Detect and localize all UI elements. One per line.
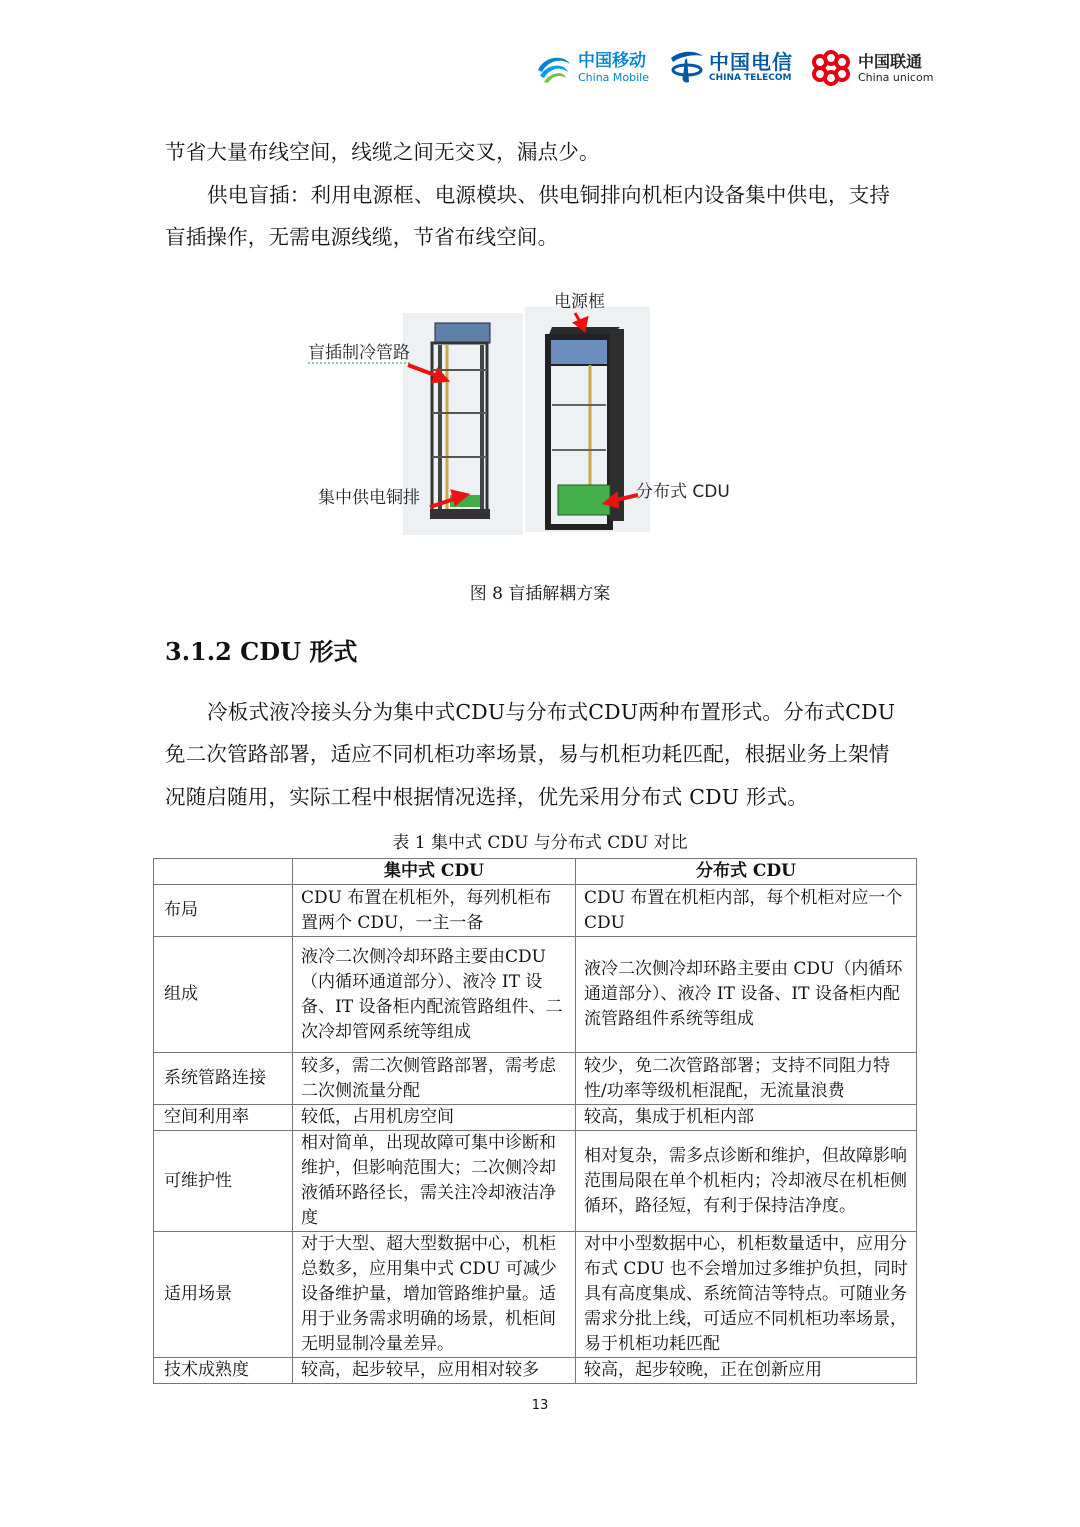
section-paragraph-line-2: 免二次管路部署，适应不同机柜功率场景，易与机柜功耗匹配，根据业务上架情	[165, 742, 890, 766]
cell-centralized: CDU 布置在机柜外，每列机柜布置两个 CDU，一主一备	[293, 885, 576, 937]
row-label: 系统管路连接	[154, 1053, 293, 1105]
cell-centralized: 相对简单，出现故障可集中诊断和维护，但影响范围大；二次侧冷却液循环路径长，需关注冷却液洁净度	[293, 1131, 576, 1232]
blind-insert-figure	[290, 285, 760, 535]
label-power-bar: 集中供电铜排	[318, 488, 420, 508]
cell-centralized: 较低，占用机房空间	[293, 1105, 576, 1131]
row-label: 适用场景	[154, 1232, 293, 1358]
row-label: 空间利用率	[154, 1105, 293, 1131]
table-row	[154, 1358, 917, 1384]
header-centralized: 集中式 CDU	[293, 859, 576, 885]
table-header-row	[154, 859, 917, 885]
paragraph-2-line-2: 盲插操作，无需电源线缆，节省布线空间。	[165, 225, 559, 249]
china-telecom-logo	[667, 48, 793, 86]
cell-centralized: 较高，起步较早，应用相对较多	[293, 1358, 576, 1384]
figure-caption: 图 8 盲插解耦方案	[469, 584, 611, 604]
table-row	[154, 1105, 917, 1131]
table-row	[154, 1053, 917, 1105]
header-empty	[154, 859, 293, 885]
label-dist-cdu: 分布式 CDU	[636, 482, 730, 502]
china-unicom-en: China unicom	[858, 70, 934, 84]
page-number: 13	[531, 1398, 549, 1413]
china-telecom-en: CHINA TELECOM	[709, 72, 792, 83]
table-row	[154, 1232, 917, 1358]
cell-distributed: 对中小型数据中心，机柜数量适中，应用分布式 CDU 也不会增加过多维护负担，同时具有高度集成、系统简洁等特点。可随业务需求分批上线，可适应不同机柜功率场景，易于机柜功耗匹配	[576, 1232, 917, 1358]
china-mobile-swirl-icon	[534, 50, 574, 86]
row-label: 技术成熟度	[154, 1358, 293, 1384]
china-mobile-logo	[534, 50, 649, 86]
cell-distributed: 相对复杂，需多点诊断和维护，但故障影响范围局限在单个机柜内；冷却液尽在机柜侧循环，路径短，有利于保持洁净度。	[576, 1131, 917, 1232]
cell-distributed: 较少，免二次管路部署；支持不同阻力特性/功率等级机柜混配，无流量浪费	[576, 1053, 917, 1105]
table-caption: 表 1 集中式 CDU 与分布式 CDU 对比	[392, 833, 688, 853]
section-paragraph-line-3: 况随启随用，实际工程中根据情况选择，优先采用分布式 CDU 形式。	[165, 785, 809, 809]
table-row	[154, 1131, 917, 1232]
section-paragraph-line-1: 冷板式液冷接头分为集中式CDU与分布式CDU两种布置形式。分布式CDU	[207, 700, 896, 724]
cell-centralized: 液冷二次侧冷却环路主要由CDU（内循环通道部分）、液冷 IT 设备、IT 设备柜内配流管路组件、二次冷却管网系统等组成	[293, 937, 576, 1053]
cell-distributed: 较高，集成于机柜内部	[576, 1105, 917, 1131]
row-label: 组成	[154, 937, 293, 1053]
cell-centralized: 较多，需二次侧管路部署，需考虑二次侧流量分配	[293, 1053, 576, 1105]
china-mobile-en: China Mobile	[578, 71, 650, 84]
china-unicom-cn: 中国联通	[858, 51, 923, 71]
paragraph-1: 节省大量布线空间，线缆之间无交叉，漏点少。	[165, 140, 600, 164]
label-blind-pipe: 盲插制冷管路	[308, 343, 410, 363]
label-power-frame: 电源框	[554, 292, 605, 312]
section-heading: 3.1.2 CDU 形式	[165, 637, 358, 666]
table-row	[154, 937, 917, 1053]
cell-distributed: 较高，起步较晚，正在创新应用	[576, 1358, 917, 1384]
cell-distributed: CDU 布置在机柜内部，每个机柜对应一个 CDU	[576, 885, 917, 937]
paragraph-2-line-1: 供电盲插：利用电源框、电源模块、供电铜排向机柜内设备集中供电，支持	[207, 183, 891, 207]
china-telecom-emblem-icon	[667, 48, 707, 86]
header-distributed: 分布式 CDU	[576, 859, 917, 885]
cell-distributed: 液冷二次侧冷却环路主要由 CDU（内循环通道部分）、液冷 IT 设备、IT 设备柜内配流管路组件系统等组成	[576, 937, 917, 1053]
row-label: 可维护性	[154, 1131, 293, 1232]
table-row	[154, 885, 917, 937]
cdu-comparison-table	[153, 858, 917, 1384]
china-unicom-logo	[808, 50, 933, 86]
cell-centralized: 对于大型、超大型数据中心，机柜总数多，应用集中式 CDU 可减少设备维护量，增加管路维护量。适用于业务需求明确的场景，机柜间无明显制冷量差异。	[293, 1232, 576, 1358]
row-label: 布局	[154, 885, 293, 937]
china-mobile-cn: 中国移动	[578, 51, 646, 71]
china-unicom-knot-icon	[808, 50, 854, 86]
china-telecom-cn: 中国电信	[709, 49, 793, 74]
